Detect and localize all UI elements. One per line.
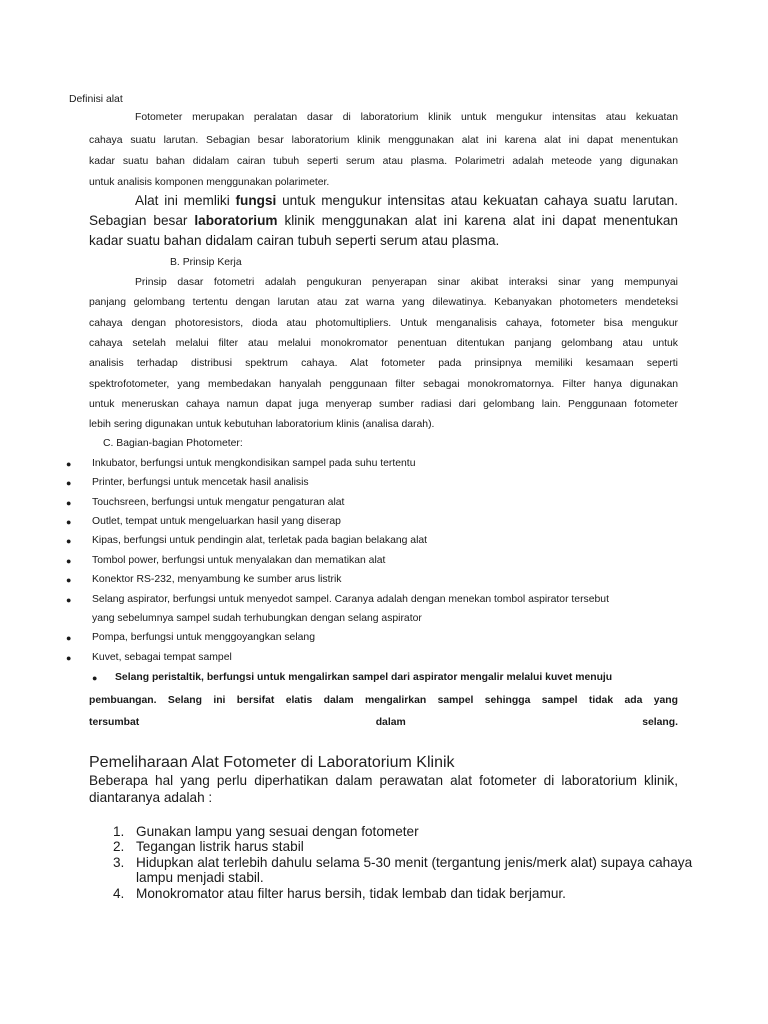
para2-text: Sebagian besar [89, 213, 195, 228]
list-item: Selang aspirator, berfungsi untuk menyedot sampel. Caranya adalah dengan menekan tombol aspirator tersebut [92, 594, 609, 605]
list-item: Tombol power, berfungsi untuk menyalakan dan mematikan alat [92, 555, 386, 566]
numbered-marker: 2. [113, 839, 125, 854]
list-item: Pompa, berfungsi untuk menggoyangkan selang [92, 632, 315, 643]
list-item: Printer, berfungsi untuk mencetak hasil analisis [92, 477, 309, 488]
para2-line [89, 193, 678, 208]
bullet-dot: ● [92, 673, 98, 683]
numbered-item: Monokromator atau filter harus bersih, tidak lembab dan tidak berjamur. [136, 886, 566, 901]
para1-line: kadar suatu bahan didalam cairan tubuh seperti serum atau plasma. Polarimetri adalah meteode yang digunakan [89, 156, 678, 167]
bold-list-item-line: tersumbat dalam selang. [89, 717, 678, 728]
numbered-item: Tegangan listrik harus stabil [136, 839, 304, 854]
para3-line: cahaya setelah melalui filter atau melalui monokromator penentuan ditentukan panjang gelombang atau untuk [89, 338, 678, 349]
numbered-item-continuation: lampu menjadi stabil. [136, 870, 264, 885]
bullet-dot: ● [66, 536, 72, 546]
para1-line: Fotometer merupakan peralatan dasar di laboratorium klinik untuk mengukur intensitas atau kekuatan [135, 112, 678, 123]
list-item-continuation: yang sebelumnya sampel sudah terhubungkan dengan selang aspirator [92, 613, 422, 624]
bullet-dot: ● [66, 595, 72, 605]
bold-list-item: Selang peristaltik, berfungsi untuk mengalirkan sampel dari aspirator mengalir melalui kuvet menuju [115, 672, 613, 683]
section-intro-line: diantaranya adalah : [89, 790, 213, 805]
numbered-marker: 4. [113, 886, 125, 901]
section-intro-line: Beberapa hal yang perlu diperhatikan dalam perawatan alat fotometer di laboratorium klinik, [89, 773, 678, 788]
para3-line: untuk meneruskan cahaya namun dapat juga menyerap sumber radiasi dari gelombang lain. Penggunaan fotometer [89, 399, 678, 410]
bullet-dot: ● [66, 575, 72, 585]
list-item: Inkubator, berfungsi untuk mengkondisikan sampel pada suhu tertentu [92, 458, 416, 469]
bullet-dot: ● [66, 517, 72, 527]
bullet-dot: ● [66, 459, 72, 469]
heading-definisi: Definisi alat [69, 94, 123, 105]
heading-bagian: C. Bagian-bagian Photometer: [103, 438, 243, 449]
list-item: Konektor RS-232, menyambung ke sumber arus listrik [92, 574, 342, 585]
para1-line: cahaya suatu larutan. Sebagian besar laboratorium klinik menggunakan alat ini karena alat ini dapat menentukan [89, 135, 678, 146]
para3-line: analisis terhadap distribusi spektrum cahaya. Alat fotometer pada prinsipnya memiliki kesamaan seperti [89, 358, 678, 369]
para1-line: untuk analisis komponen menggunakan polarimeter. [89, 177, 330, 188]
para2-text: untuk mengukur intensitas atau kekuatan cahaya suatu larutan. [276, 193, 679, 208]
bold-list-item-line: pembuangan. Selang ini bersifat elatis dalam mengalirkan sampel sehingga sampel tidak ada yang [89, 695, 678, 706]
bullet-dot: ● [66, 556, 72, 566]
list-item: Kipas, berfungsi untuk pendingin alat, terletak pada bagian belakang alat [92, 535, 428, 546]
numbered-item: Hidupkan alat terlebih dahulu selama 5-30 menit (tergantung jenis/merk alat) supaya cahaya [136, 855, 693, 870]
para2-text: Alat ini memliki [135, 193, 236, 208]
para2-line: kadar suatu bahan didalam cairan tubuh seperti serum atau plasma. [89, 233, 500, 248]
para2-bold-term: laboratorium [194, 213, 278, 228]
numbered-marker: 1. [113, 824, 125, 839]
para3-line: Prinsip dasar fotometri adalah pengukuran penyerapan sinar akibat interaksi sinar yang mempunyai [135, 277, 678, 288]
para2-line [89, 213, 678, 228]
list-item: Outlet, tempat untuk mengeluarkan hasil yang diserap [92, 516, 341, 527]
para3-line: lebih sering digunakan untuk kebutuhan laboratorium klinis (analisa darah). [89, 419, 435, 430]
numbered-marker: 3. [113, 855, 125, 870]
bullet-dot: ● [66, 633, 72, 643]
list-item: Touchsreen, berfungsi untuk mengatur pengaturan alat [92, 497, 345, 508]
heading-prinsip-kerja: B. Prinsip Kerja [170, 257, 242, 268]
section-title: Pemeliharaan Alat Fotometer di Laboratorium Klinik [89, 754, 455, 771]
para2-bold-term: fungsi [235, 193, 277, 208]
bullet-dot: ● [66, 498, 72, 508]
numbered-item: Gunakan lampu yang sesuai dengan fotometer [136, 824, 419, 839]
bullet-dot: ● [66, 478, 72, 488]
para2-text: klinik menggunakan alat ini karena alat ini dapat menentukan [277, 213, 678, 228]
list-item: Kuvet, sebagai tempat sampel [92, 652, 232, 663]
para3-line: cahaya dengan photoresistors, dioda atau photomultipliers. Untuk menganalisis cahaya, fotometer bisa mengukur [89, 318, 678, 329]
para3-line: panjang gelombang tertentu dengan larutan atau zat warna yang dilewatinya. Kebanyakan photometers mendeteksi [89, 297, 678, 308]
para3-line: spektrofotometer, yang membedakan hanyalah penggunaan filter sebagai monokromatornya. Filter hanya digunakan [89, 379, 678, 390]
bullet-dot: ● [66, 653, 72, 663]
